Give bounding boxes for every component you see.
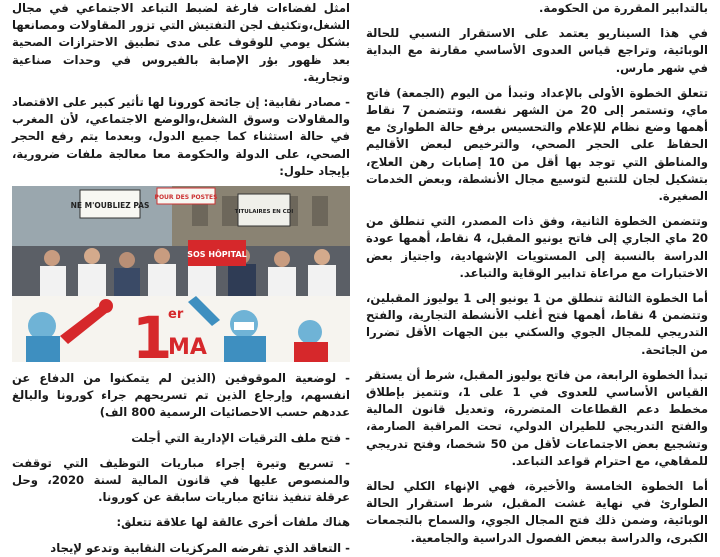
may-day-banner: [12, 296, 350, 362]
left-para-1: - مصادر نقابية: إن جائحة كورونا لها تأثير كبير على الاقتصاد والمقاولات وسوق الشغل،والوضع الاجتماعي، لأن المغرب في حالة استثناء كما جميع الدول، وبعدما يتم رفع الحجر الصحي، على الدولة والحكومة معا معالجة ملفات ضرورية، بإيجاد حلول:: [12, 95, 350, 178]
sign-2-text: POUR DES POSTES: [154, 194, 218, 202]
left-para-0: امثل لفضاءات فارغة لضبط التباعد الاجتماعي في مجال الشغل،وتكثيف لجن التفتيش التي تزور المقاولات ومصانعها بشكل يومي للوقوف على مدى تطبيق الاحترازات الصحية بعد ظهور بؤر الإصابة بالفيروس في وحدات صناعية وتجارية.: [12, 1, 350, 84]
protest-sign-2: [155, 188, 218, 204]
right-column: [366, 0, 708, 547]
right-para-2: تتعلق الخطوة الأولى بالإعداد وتبدأ من اليوم (الجمعة) فاتح ماي، وتستمر إلى 20 من الشهر نفسه، وتتضمن 7 نقاط أهمها وضع نظام للإعلام والتحسيس برفع حالة الطوارئ مع الحفاظ على الحجر الصحي، والترخيص لبعض الأقاليم والمناطق التي توجد بها أقل من 10 إصابات رهن العلاج، بتشكيل لجان للتتبع لتوسيع مجال الأنشطة، وبعض الخدمات الصغيرة.: [366, 85, 708, 204]
protest-sign-1: [71, 190, 150, 218]
left-bullet-5: - التعاقد الذي تفرضه المركزيات النقابية وتدعو لإيجاد: [50, 540, 350, 555]
right-para-4: أما الخطوة الثالثة تنطلق من 1 يونيو إلى 1 يوليوز المقبلين، وتتضمن 4 نقاط، أهمها فتح أغلب الأنشطة التجارية، والفتح التدريجي للمجال الجوي والسكني بين الجهات الأقل تضررا من الجائحة.: [366, 291, 708, 357]
banner-word: MA: [168, 335, 207, 361]
left-bullet-2: - فتح ملف الترقيات الإدارية التي أجلت: [131, 430, 350, 445]
protest-sign-4: [187, 240, 247, 266]
right-para-1: في هذا السيناريو يعتمد على الاستقرار النسبي للحالة الوبائية، وتراجع قياس العدوى الأساسي مقارنة مع البداية في شهر مارس.: [366, 26, 708, 75]
sign-3-text: TITULAIRES EN CDI: [234, 209, 294, 216]
left-bullet-1: - لوضعية الموقوفين (الذين لم يتمكنوا من الدفاع عن انفسهم، وإرجاع الذين تم تسريحهم جراء كورونا والبالغ عددهم حسب الاحصائيات الرسمية 800 الف): [12, 371, 350, 420]
sign-4-text: SOS HÔPITAL: [187, 250, 247, 260]
left-bullet-3: - تسريع وتيرة إجراء مباريات التوظيف التي توقفت والمنصوص عليها في قانون المالية لسنة 2020، وحل عرقلة تنفيذ نتائج مباريات سابقة عن كورونا.: [12, 455, 350, 505]
sign-1-text: NE M'OUBLIEZ PAS: [70, 201, 150, 211]
banner-superscript: er: [168, 307, 184, 323]
right-para-0: بالتدابير المقررة من الحكومة.: [539, 1, 708, 15]
right-para-6: أما الخطوة الخامسة والأخيرة، فهي الإنهاء الكلي لحالة الطوارئ في نهاية غشت المقبل، شرط استقرار الحالة الوبائية، وضمن ذلك فتح المجال الجوي، والسماح بالتجمعات الكبرى، والدراسة ببعض الفصول الدراسية والجامعية.: [366, 479, 708, 545]
left-column: [12, 0, 350, 557]
protest-photo: [12, 186, 350, 362]
right-para-5: تبدأ الخطوة الرابعة، من فاتح يوليوز المقبل، شرط أن يستقر القياس الأساسي للعدوى في 1 على 1، وتتميز بإطلاق مخطط دعم القطاعات المتضررة، وتعديل قانون المالية والفتح التدريجي للطيران الدولي، تحت المراقبة الصارمة، وتشجيع بعض الاجتماعات لأقل من 50 شخصا، وفتح تدريجي للمقاهي، مع احترام قواعد التباعد.: [366, 367, 708, 468]
left-bullet-4: هناك ملفات أخرى عالقة لها علاقة تتعلق:: [116, 515, 350, 530]
protest-sign-3: [235, 194, 294, 226]
right-para-3: وتتضمن الخطوة الثانية، وفق ذات المصدر، التي تنطلق من 20 ماي الجاري إلى فاتح يونيو المقبل، 4 نقاط، أهمها عودة الدراسة بالنسبة إلى المستويات الإشهادية، واجتياز بعض الاختبارات مع مراعاة تدابير الوقاية والتباعد.: [366, 214, 708, 280]
banner-number: 1: [132, 304, 173, 363]
